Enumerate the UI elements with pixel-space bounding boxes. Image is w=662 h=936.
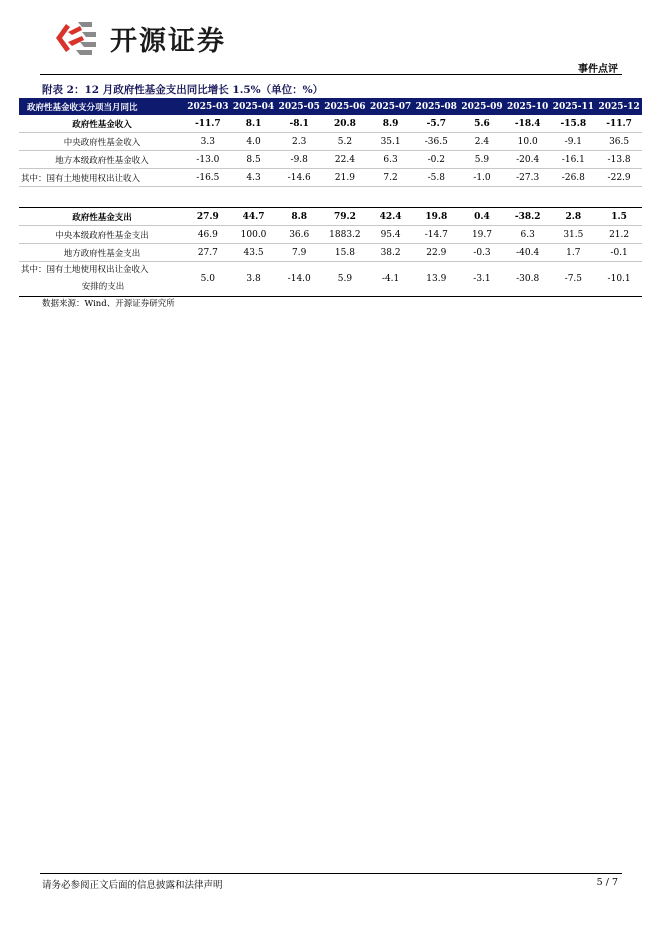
data-source: 数据来源：Wind、开源证券研究所 (42, 299, 175, 309)
cell: -26.8 (551, 169, 597, 187)
row-label-line2: 安排的支出 (81, 282, 125, 292)
cell: 31.5 (551, 226, 597, 244)
cell: -9.8 (276, 151, 322, 169)
table-title: 附表 2：12 月政府性基金支出同比增长 1.5%（单位：%） (42, 84, 324, 96)
cell: 13.9 (413, 262, 459, 297)
cell: 7.2 (368, 169, 414, 187)
cell: -20.4 (505, 151, 551, 169)
table-spacer-row (19, 187, 642, 208)
cell: 8.9 (368, 115, 414, 133)
cell: -36.5 (413, 133, 459, 151)
cell: 8.8 (276, 208, 322, 226)
row-label (19, 262, 185, 297)
fund-table (19, 98, 642, 297)
cell: -9.1 (551, 133, 597, 151)
cell: 79.2 (322, 208, 368, 226)
month-header: 2025-07 (368, 98, 414, 115)
cell: -13.0 (185, 151, 231, 169)
row-label: 政府性基金收入 (19, 115, 185, 133)
cell: 20.8 (322, 115, 368, 133)
report-type: 事件点评 (578, 64, 618, 75)
cell: 21.2 (596, 226, 642, 244)
table-header-row (19, 98, 642, 115)
month-header: 2025-05 (276, 98, 322, 115)
cell: 4.0 (231, 133, 277, 151)
cell: 19.8 (413, 208, 459, 226)
logo-icon (52, 18, 100, 58)
row-label: 中央本级政府性基金支出 (19, 226, 185, 244)
cell: -16.1 (551, 151, 597, 169)
cell: 38.2 (368, 244, 414, 262)
cell: 3.8 (231, 262, 277, 297)
cell: -38.2 (505, 208, 551, 226)
cell: -1.0 (459, 169, 505, 187)
brand-logo (52, 16, 226, 60)
table-row (19, 244, 642, 262)
footer-disclaimer: 请务必参阅正文后面的信息披露和法律声明 (42, 880, 223, 891)
cell: 3.3 (185, 133, 231, 151)
header-divider (40, 74, 622, 75)
cell: 35.1 (368, 133, 414, 151)
cell: 22.9 (413, 244, 459, 262)
cell: -0.1 (596, 244, 642, 262)
cell: 6.3 (505, 226, 551, 244)
table-row (19, 208, 642, 226)
table-row (19, 226, 642, 244)
cell: 2.4 (459, 133, 505, 151)
cell: 19.7 (459, 226, 505, 244)
cell: 7.9 (276, 244, 322, 262)
cell: -11.7 (596, 115, 642, 133)
cell: 43.5 (231, 244, 277, 262)
month-header: 2025-08 (413, 98, 459, 115)
month-header: 2025-09 (459, 98, 505, 115)
table-row (19, 133, 642, 151)
cell: -14.0 (276, 262, 322, 297)
cell: 10.0 (505, 133, 551, 151)
cell: 95.4 (368, 226, 414, 244)
cell: -11.7 (185, 115, 231, 133)
cell: 46.9 (185, 226, 231, 244)
cell: 36.5 (596, 133, 642, 151)
cell: 4.3 (231, 169, 277, 187)
row-label: 中央政府性基金收入 (19, 133, 185, 151)
cell: -10.1 (596, 262, 642, 297)
cell: 22.4 (322, 151, 368, 169)
row-label-line1: 其中：国有土地使用权出让金收入 (21, 265, 149, 275)
cell: 5.6 (459, 115, 505, 133)
month-header: 2025-11 (551, 98, 597, 115)
cell: -27.3 (505, 169, 551, 187)
cell: -7.5 (551, 262, 597, 297)
cell: -3.1 (459, 262, 505, 297)
cell: 5.9 (322, 262, 368, 297)
cell: 5.0 (185, 262, 231, 297)
cell: 5.2 (322, 133, 368, 151)
row-label: 地方本级政府性基金收入 (19, 151, 185, 169)
cell: 36.6 (276, 226, 322, 244)
cell: -30.8 (505, 262, 551, 297)
header-label: 政府性基金收支分项当月同比 (19, 98, 185, 115)
cell: 42.4 (368, 208, 414, 226)
cell: -22.9 (596, 169, 642, 187)
brand-name: 开源证券 (110, 25, 226, 57)
cell: 1.7 (551, 244, 597, 262)
table-row (19, 262, 642, 297)
cell: -15.8 (551, 115, 597, 133)
cell: -40.4 (505, 244, 551, 262)
month-header: 2025-10 (505, 98, 551, 115)
row-label: 其中：国有土地使用权出让收入 (19, 169, 185, 187)
page-number: 5 / 7 (596, 877, 618, 888)
cell: -13.8 (596, 151, 642, 169)
table-row (19, 169, 642, 187)
row-label: 地方政府性基金支出 (19, 244, 185, 262)
cell: -0.3 (459, 244, 505, 262)
cell: 5.9 (459, 151, 505, 169)
cell: 6.3 (368, 151, 414, 169)
cell: 100.0 (231, 226, 277, 244)
month-header: 2025-04 (231, 98, 277, 115)
cell: 15.8 (322, 244, 368, 262)
cell: 44.7 (231, 208, 277, 226)
table-row (19, 151, 642, 169)
cell: -18.4 (505, 115, 551, 133)
cell: -4.1 (368, 262, 414, 297)
cell: 1883.2 (322, 226, 368, 244)
cell: 2.3 (276, 133, 322, 151)
cell: 1.5 (596, 208, 642, 226)
cell: 8.5 (231, 151, 277, 169)
cell: -8.1 (276, 115, 322, 133)
cell: 27.9 (185, 208, 231, 226)
cell: 0.4 (459, 208, 505, 226)
cell: 21.9 (322, 169, 368, 187)
footer-divider (40, 873, 622, 874)
month-header: 2025-06 (322, 98, 368, 115)
cell: -0.2 (413, 151, 459, 169)
cell: -16.5 (185, 169, 231, 187)
cell: -14.7 (413, 226, 459, 244)
month-header: 2025-03 (185, 98, 231, 115)
table-row (19, 115, 642, 133)
cell: 27.7 (185, 244, 231, 262)
cell: -5.7 (413, 115, 459, 133)
month-header: 2025-12 (596, 98, 642, 115)
cell: -14.6 (276, 169, 322, 187)
cell: -5.8 (413, 169, 459, 187)
row-label: 政府性基金支出 (19, 208, 185, 226)
cell: 8.1 (231, 115, 277, 133)
cell: 2.8 (551, 208, 597, 226)
